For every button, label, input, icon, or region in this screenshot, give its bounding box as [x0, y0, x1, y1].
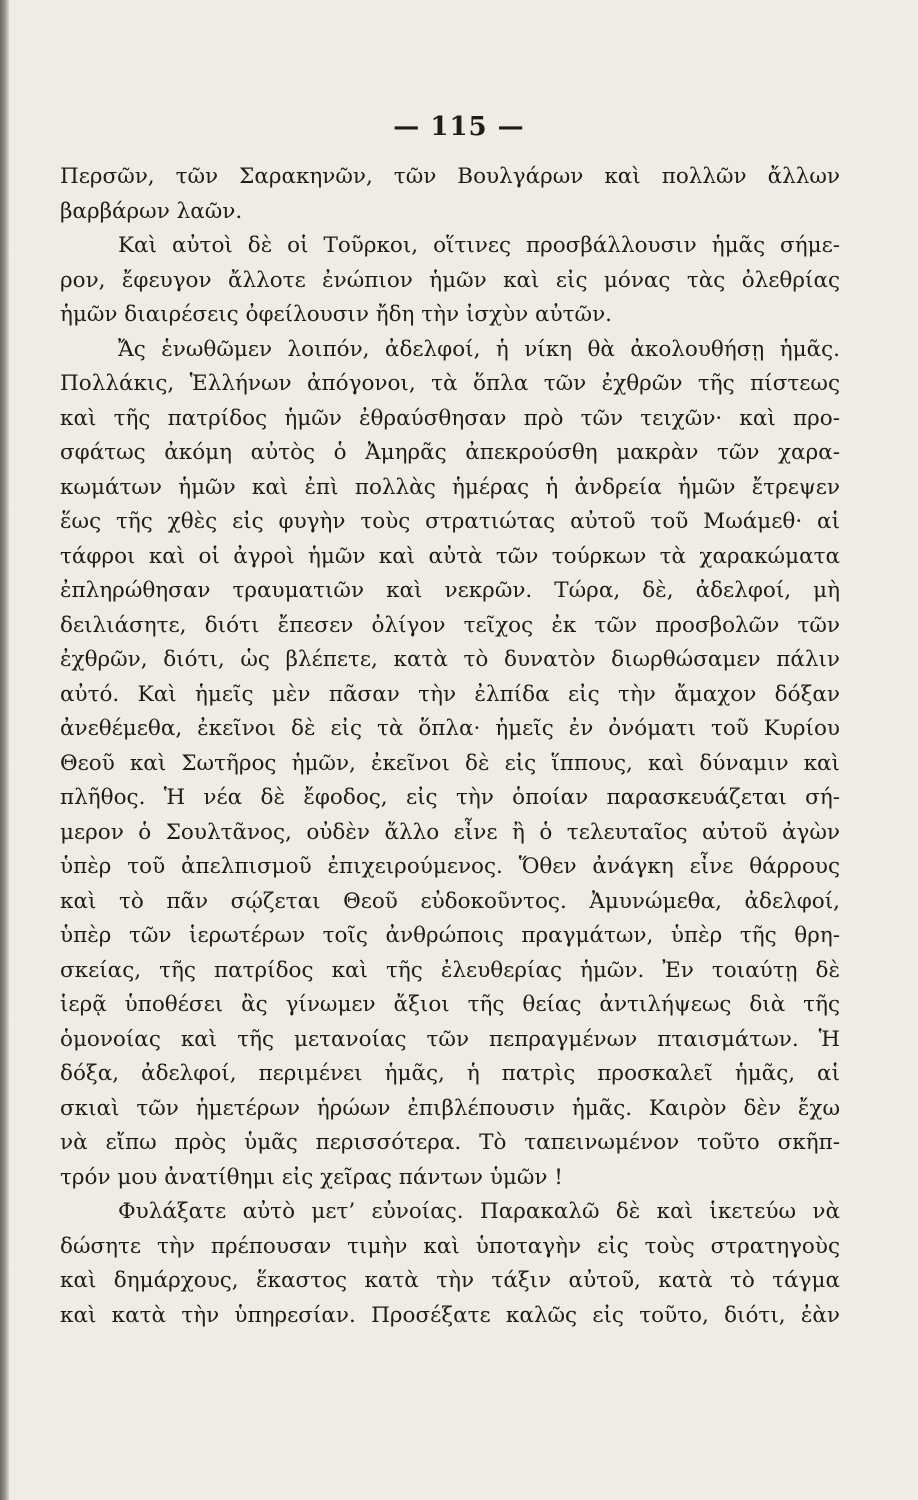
text-line: σκείας, τῆς πατρίδος καὶ τῆς ἐλευθερίας ἡμῶν. Ἐν τοιαύτῃ δὲ [60, 957, 840, 983]
text-line: Πολλάκις, Ἑλλήνων ἀπόγονοι, τὰ ὅπλα τῶν ἐχθρῶν τῆς πίστεως [60, 371, 840, 396]
body-text [60, 160, 840, 1333]
text-line: δειλιάσητε, διότι ἔπεσεν ὀλίγον τεῖχος ἐκ τῶν προσβολῶν τῶν [60, 612, 840, 638]
text-line: αὐτό. Καὶ ἡμεῖς μὲν πᾶσαν τὴν ἐλπίδα εἰς τὴν ἄμαχον δόξαν [60, 681, 840, 707]
book-spine-shadow [0, 0, 9, 1500]
text-line: ἕως τῆς χθὲς εἰς φυγὴν τοὺς στρατιώτας αὐτοῦ τοῦ Μωάμεθ· αἱ [60, 509, 840, 534]
page-number: — 115 — [393, 112, 525, 142]
text-line: ἐπληρώθησαν τραυματιῶν καὶ νεκρῶν. Τώρα, δὲ, ἀδελφοί, μὴ [60, 578, 840, 603]
text-line: σφάτως ἀκόμη αὐτὸς ὁ Ἀμηρᾶς ἀπεκρούσθη μακρὰν τῶν χαρα- [60, 440, 840, 465]
text-line: πλῆθος. Ἡ νέα δὲ ἔφοδος, εἰς τὴν ὁποίαν παρασκευάζεται σή- [60, 785, 840, 810]
text-line: βαρβάρων λαῶν. [60, 198, 243, 224]
text-line: ὑπὲρ τῶν ἱερωτέρων τοῖς ἀνθρώποις πραγμάτων, ὑπὲρ τῆς θρη- [60, 923, 840, 948]
text-line: καὶ τῆς πατρίδος ἡμῶν ἐθραύσθησαν πρὸ τῶν τειχῶν· καὶ προ- [60, 405, 840, 431]
text-line: κωμάτων ἡμῶν καὶ ἐπὶ πολλὰς ἡμέρας ἡ ἀνδρεία ἡμῶν ἔτρεψεν [60, 474, 840, 500]
text-line: καὶ τὸ πᾶν σῴζεται Θεοῦ εὐδοκοῦντος. Ἀμυνώμεθα, ἀδελφοί, [60, 888, 840, 914]
text-line: τάφροι καὶ οἱ ἀγροὶ ἡμῶν καὶ αὐτὰ τῶν τούρκων τὰ χαρακώματα [60, 543, 840, 569]
text-line: Ἄς ἑνωθῶμεν λοιπόν, ἀδελφοί, ἡ νίκη θὰ ἀκολουθήσῃ ἡμᾶς. [118, 336, 840, 362]
text-line: ὁμονοίας καὶ τῆς μετανοίας τῶν πεπραγμένων πταισμάτων. Ἡ [60, 1026, 840, 1052]
text-line: μερον ὁ Σουλτᾶνος, οὐδὲν ἄλλο εἶνε ἢ ὁ τελευταῖος αὐτοῦ ἀγὼν [60, 819, 840, 845]
text-line: καὶ δημάρχους, ἕκαστος κατὰ τὴν τάξιν αὐτοῦ, κατὰ τὸ τάγμα [60, 1268, 840, 1293]
text-line: Θεοῦ καὶ Σωτῆρος ἡμῶν, ἐκεῖνοι δὲ εἰς ἵππους, καὶ δύναμιν καὶ [60, 750, 840, 776]
text-line: ἱερᾷ ὑποθέσει ἂς γίνωμεν ἄξιοι τῆς θείας ἀντιλήψεως διὰ τῆς [60, 992, 840, 1017]
text-line: ἀνεθέμεθα, ἐκεῖνοι δὲ εἰς τὰ ὅπλα· ἡμεῖς ἐν ὀνόματι τοῦ Κυρίου [60, 716, 840, 741]
text-line: ἐχθρῶν, διότι, ὡς βλέπετε, κατὰ τὸ δυνατὸν διωρθώσαμεν πάλιν [60, 647, 840, 672]
text-line: δόξα, ἀδελφοί, περιμένει ἡμᾶς, ἡ πατρὶς προσκαλεῖ ἡμᾶς, αἱ [60, 1061, 840, 1086]
text-line: ὑπὲρ τοῦ ἀπελπισμοῦ ἐπιχειρούμενος. Ὅθεν ἀνάγκη εἶνε θάρρους [60, 854, 840, 879]
text-line: καὶ κατὰ τὴν ὑπηρεσίαν. Προσέξατε καλῶς εἰς τοῦτο, διότι, ἐὰν [60, 1302, 840, 1328]
text-line: νὰ εἴπω πρὸς ὑμᾶς περισσότερα. Τὸ ταπεινωμένον τοῦτο σκῆπ- [60, 1130, 840, 1155]
text-line: Φυλάξατε αὐτὸ μετ’ εὐνοίας. Παρακαλῶ δὲ καὶ ἱκετεύω νὰ [118, 1199, 840, 1224]
text-line: ρον, ἔφευγον ἄλλοτε ἐνώπιον ἡμῶν καὶ εἰς μόνας τὰς ὀλεθρίας [60, 267, 840, 293]
text-line: ἡμῶν διαιρέσεις ὀφείλουσιν ἤδη τὴν ἰσχὺν αὐτῶν. [60, 302, 612, 327]
text-line: τρόν μου ἀνατίθημι εἰς χεῖρας πάντων ὑμῶν ! [60, 1164, 563, 1190]
text-line: σκιαὶ τῶν ἡμετέρων ἡρώων ἐπιβλέπουσιν ἡμᾶς. Καιρὸν δὲν ἔχω [60, 1095, 840, 1121]
text-line: δώσητε τὴν πρέπουσαν τιμὴν καὶ ὑποταγὴν εἰς τοὺς στρατηγοὺς [60, 1233, 840, 1259]
text-line: Καὶ αὐτοὶ δὲ οἱ Τοῦρκοι, οἵτινες προσβάλλουσιν ἡμᾶς σήμε- [118, 233, 840, 258]
text-line: Περσῶν, τῶν Σαρακηνῶν, τῶν Βουλγάρων καὶ πολλῶν ἄλλων [60, 164, 840, 189]
